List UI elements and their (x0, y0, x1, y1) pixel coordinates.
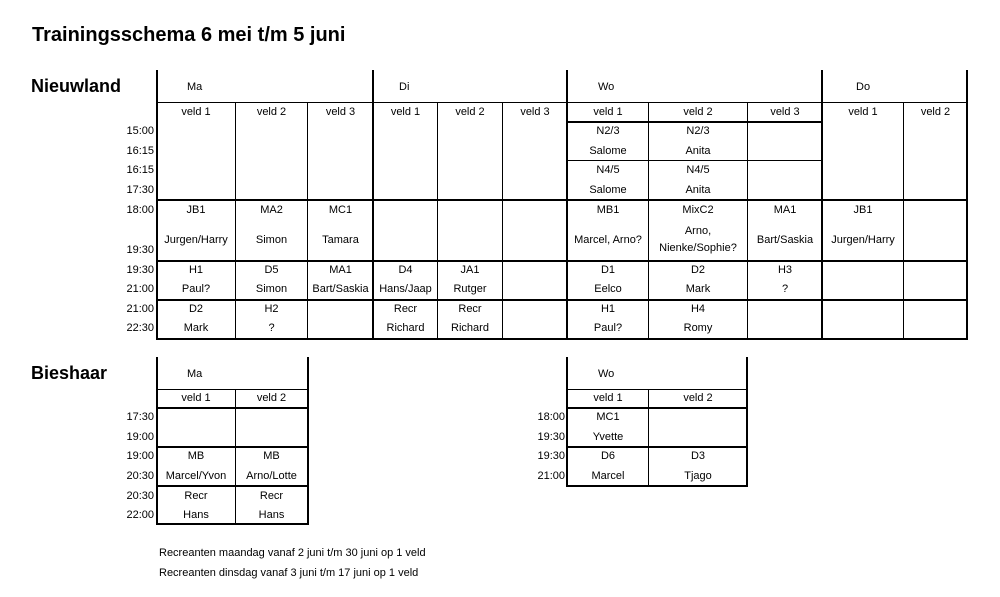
trainer-name: Simon (255, 234, 288, 246)
training-team: MC1 (596, 411, 620, 423)
day-di: Di (399, 81, 410, 93)
training-team: JB1 (853, 204, 873, 216)
note: Recreanten maandag vanaf 2 juni t/m 30 juni op 1 veld (159, 547, 426, 559)
trainer-name: Romy (683, 322, 713, 334)
time-label: 17:30 (126, 184, 154, 196)
day-ma: Ma (187, 368, 203, 380)
trainer-name: Arno, (684, 225, 712, 237)
field-header: veld 2 (256, 392, 287, 404)
time-label: 22:30 (126, 322, 154, 334)
training-team: D6 (600, 450, 616, 462)
time-label: 17:30 (126, 411, 154, 423)
field-header: veld 1 (593, 392, 623, 404)
time-label: 16:15 (126, 145, 154, 157)
training-team: Recr (259, 490, 284, 502)
field-header: veld 1 (593, 106, 623, 118)
field-header: veld 2 (256, 106, 287, 118)
time-label: 20:30 (126, 470, 154, 482)
time-label: 19:00 (126, 431, 154, 443)
field-header: veld 3 (520, 106, 550, 118)
time-label: 19:30 (537, 450, 565, 462)
trainer-name: Salome (589, 184, 627, 196)
trainer-name: Mark (685, 283, 711, 295)
training-team: Recr (184, 490, 208, 502)
time-label: 19:30 (126, 244, 154, 256)
note: Recreanten dinsdag vanaf 3 juni t/m 17 juni op 1 veld (159, 567, 419, 579)
field-header: veld 2 (455, 106, 485, 118)
trainer-name: Hans (258, 509, 285, 521)
training-team: MC1 (328, 204, 353, 216)
day-wo: Wo (598, 368, 615, 380)
training-team: H3 (777, 264, 793, 276)
training-team: MixC2 (682, 204, 714, 216)
location-bieshaar: Bieshaar (31, 363, 108, 383)
training-team: H1 (600, 303, 616, 315)
day-do: Do (856, 81, 871, 93)
field-header: veld 2 (683, 106, 713, 118)
trainer-name: Hans/Jaap (379, 283, 432, 295)
training-team: JB1 (186, 204, 206, 216)
time-label: 18:00 (537, 411, 565, 423)
training-team: D1 (600, 264, 616, 276)
day-ma: Ma (187, 81, 203, 93)
field-header: veld 1 (181, 106, 211, 118)
time-label: 19:30 (126, 264, 154, 276)
training-team: N4/5 (686, 164, 710, 176)
field-header: veld 3 (325, 106, 356, 118)
trainer-name: Jurgen/Harry (164, 234, 228, 246)
training-team: H2 (264, 303, 279, 315)
trainer-name: Eelco (594, 283, 622, 295)
training-team: MB (187, 450, 205, 462)
training-team: D3 (690, 450, 706, 462)
trainer-name: Marcel (591, 470, 625, 482)
trainer-name: Anita (685, 145, 711, 157)
trainer-name: Hans (183, 509, 209, 521)
trainer-name: Anita (685, 184, 711, 196)
trainer-name: ? (781, 283, 789, 295)
training-team: D2 (188, 303, 204, 315)
trainer-name: Nienke/Sophie? (659, 242, 737, 254)
training-team: N2/3 (596, 125, 620, 137)
training-team: D4 (398, 264, 413, 276)
trainer-name: Arno/Lotte (246, 470, 297, 482)
training-team: N4/5 (596, 164, 620, 176)
trainer-name: Marcel/Yvon (165, 470, 227, 482)
field-header: veld 1 (181, 392, 211, 404)
trainer-name: Bart/Saskia (312, 283, 369, 295)
time-label: 16:15 (126, 164, 154, 176)
training-team: MB1 (596, 204, 620, 216)
training-team: MA1 (773, 204, 797, 216)
training-team: JA1 (460, 264, 480, 276)
trainer-name: Mark (183, 322, 209, 334)
trainer-name: Marcel, Arno? (574, 234, 642, 246)
training-team: D2 (690, 264, 706, 276)
trainer-name: Paul? (593, 322, 623, 334)
training-team: MA2 (260, 204, 283, 216)
trainer-name: Richard (451, 322, 489, 334)
trainer-name: Tjago (684, 470, 712, 482)
trainer-name: Tamara (322, 234, 359, 246)
trainer-name: Yvette (592, 431, 624, 443)
trainer-name: Salome (589, 145, 627, 157)
trainer-name: ? (268, 322, 275, 334)
page-title: Trainingsschema 6 mei t/m 5 juni (32, 24, 346, 46)
location-nieuwland: Nieuwland (31, 76, 122, 96)
time-label: 19:30 (537, 431, 565, 443)
field-header: veld 1 (848, 106, 878, 118)
training-team: N2/3 (686, 125, 710, 137)
time-label: 20:30 (126, 490, 154, 502)
training-team: MA1 (329, 264, 352, 276)
time-label: 22:00 (126, 509, 154, 521)
training-team: Recr (458, 303, 482, 315)
training-team: H1 (188, 264, 204, 276)
training-team: H4 (690, 303, 706, 315)
field-header: veld 2 (920, 106, 951, 118)
training-team: MB (263, 450, 280, 462)
training-team: Recr (393, 303, 418, 315)
trainer-name: Richard (386, 322, 425, 334)
time-label: 21:00 (126, 283, 154, 295)
trainer-name: Rutger (453, 283, 487, 295)
training-team: D5 (264, 264, 279, 276)
trainer-name: Bart/Saskia (756, 234, 814, 246)
trainer-name: Jurgen/Harry (831, 234, 895, 246)
time-label: 21:00 (537, 470, 565, 482)
day-wo: Wo (598, 81, 615, 93)
time-label: 19:00 (126, 450, 154, 462)
time-label: 18:00 (126, 204, 154, 216)
trainer-name: Paul? (181, 283, 211, 295)
time-label: 21:00 (126, 303, 154, 315)
field-header: veld 1 (390, 106, 421, 118)
field-header: veld 3 (770, 106, 800, 118)
field-header: veld 2 (683, 392, 713, 404)
time-label: 15:00 (126, 125, 154, 137)
trainer-name: Simon (255, 283, 288, 295)
